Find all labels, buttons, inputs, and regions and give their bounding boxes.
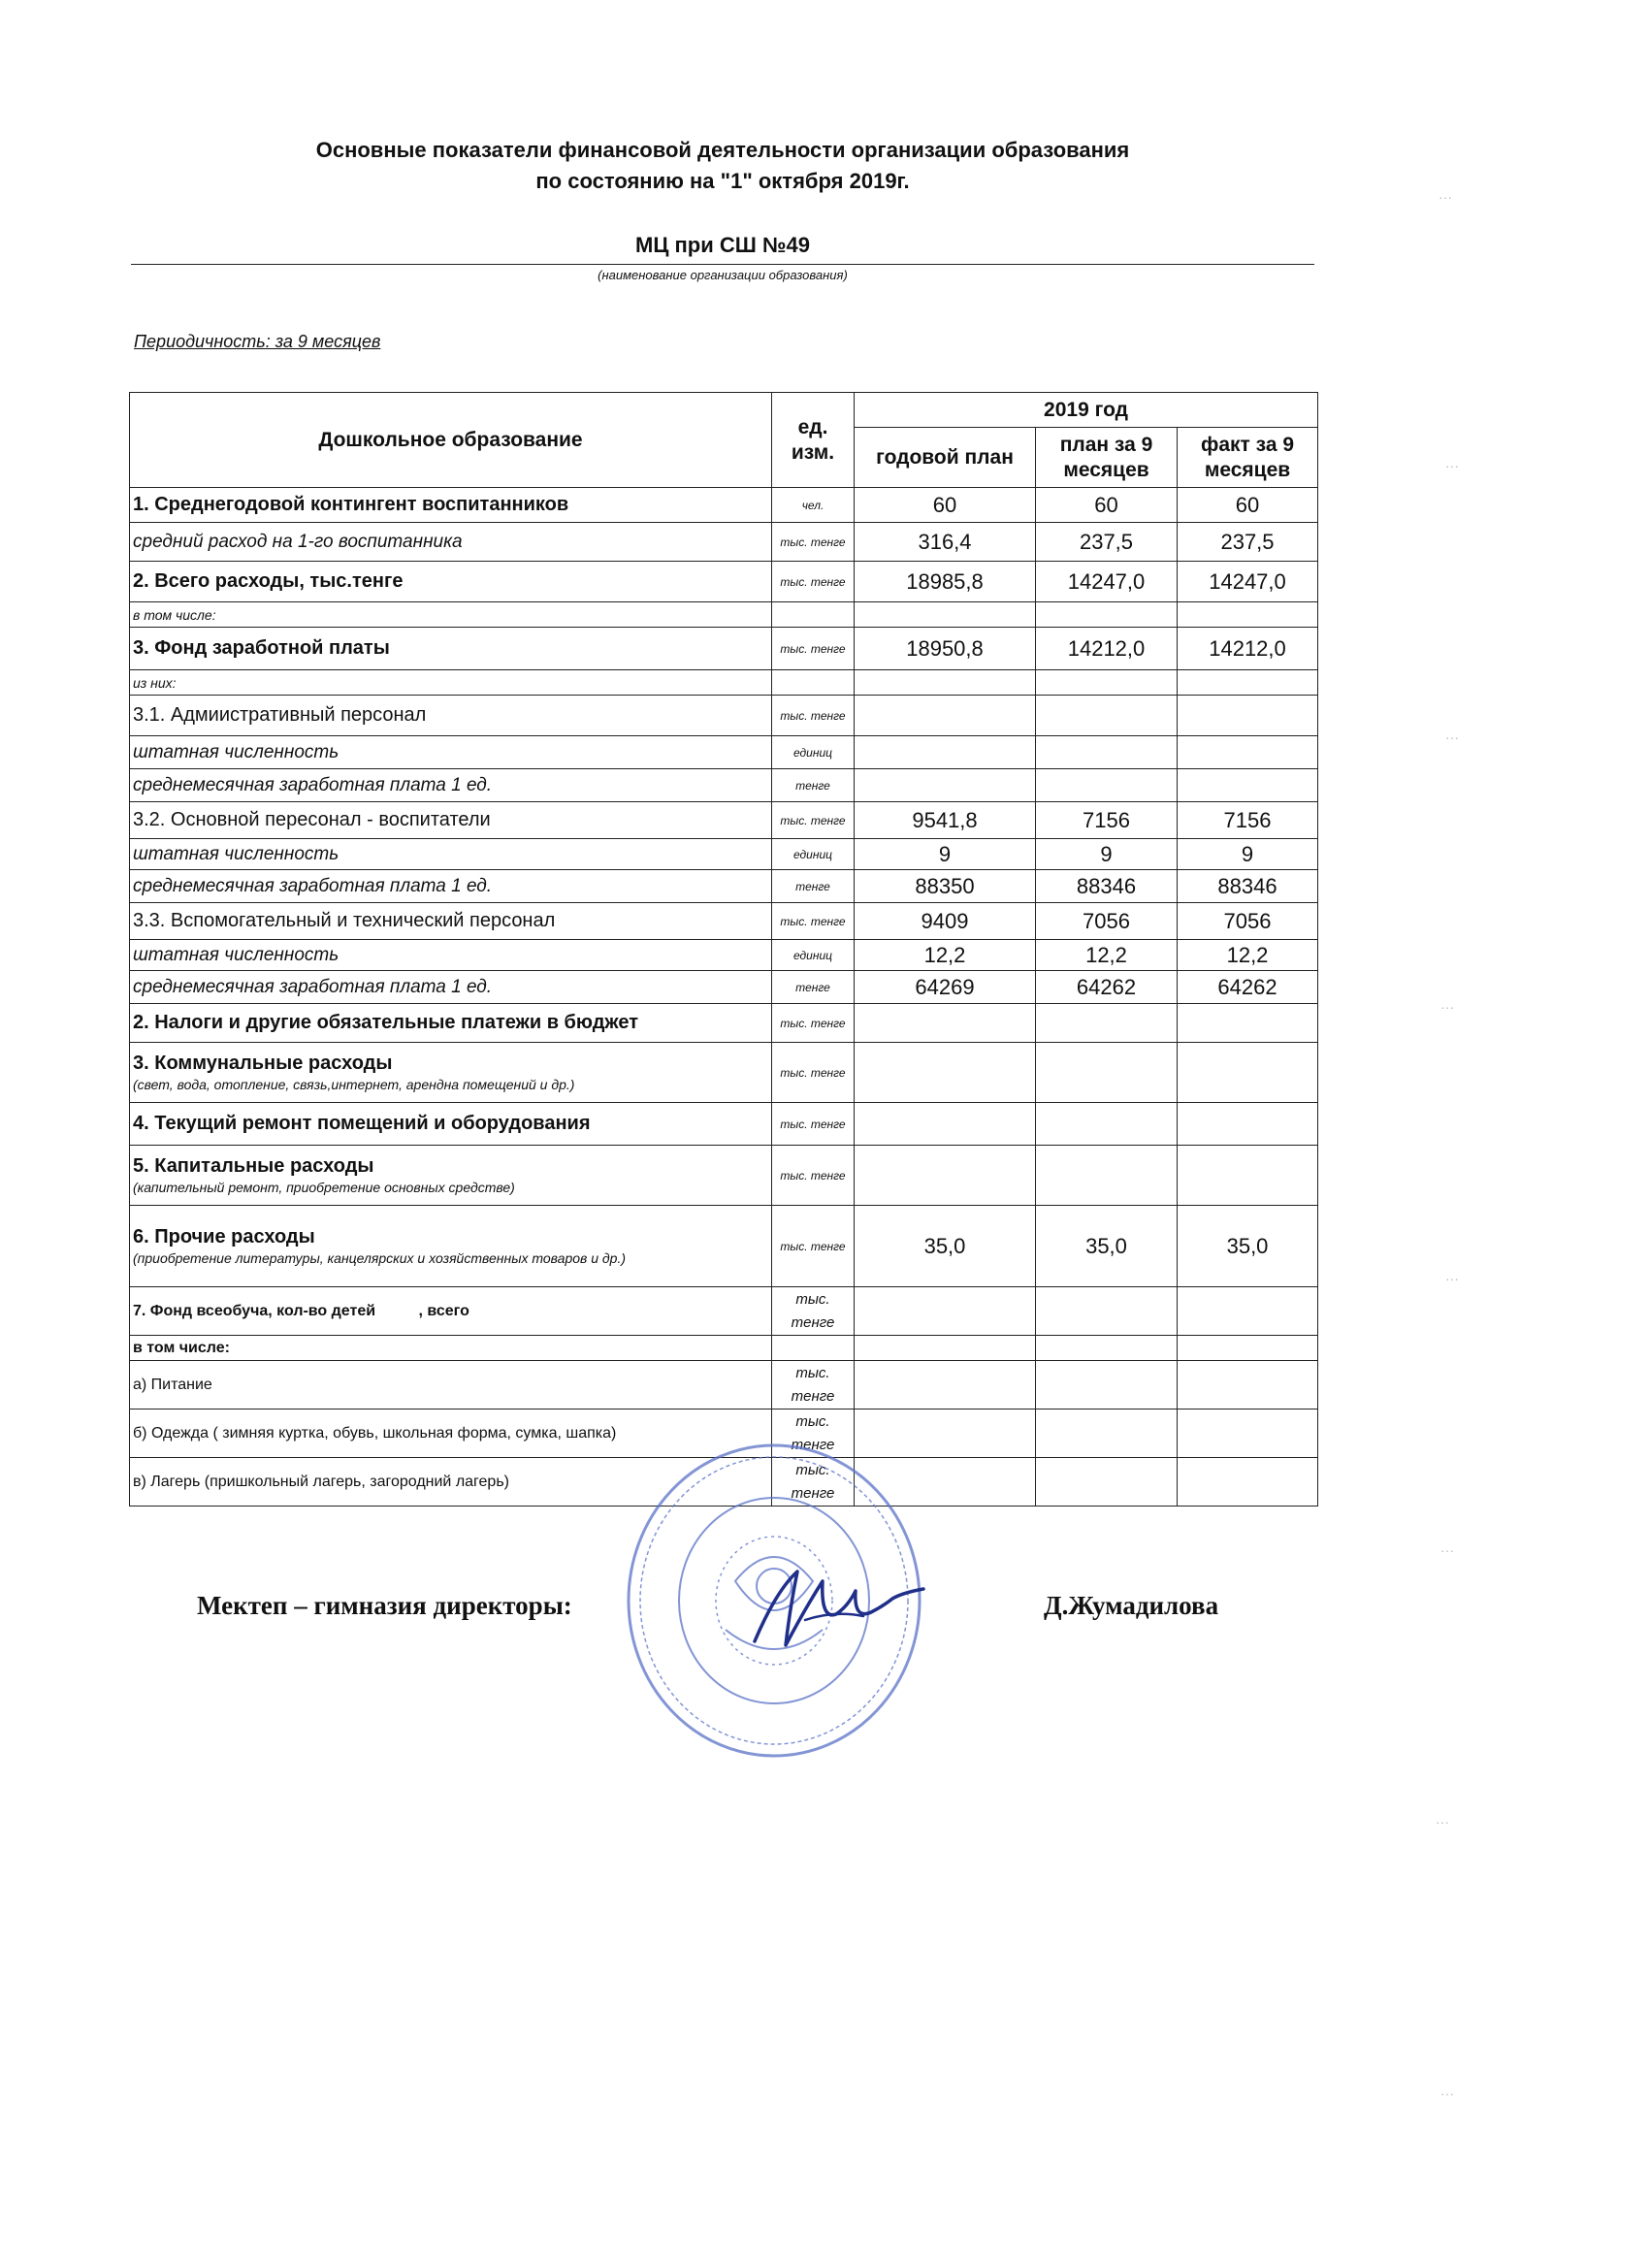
row-unit: тыс. тенге bbox=[772, 1361, 855, 1409]
scan-speck: ··· bbox=[1445, 729, 1459, 745]
row-label: в том числе: bbox=[130, 602, 772, 628]
cell-plan9 bbox=[1036, 1409, 1178, 1458]
cell-fact9 bbox=[1178, 1043, 1318, 1103]
table-row bbox=[130, 1146, 1318, 1206]
cell-plan: 9541,8 bbox=[855, 802, 1036, 839]
cell-fact9: 237,5 bbox=[1178, 523, 1318, 562]
cell-fact9 bbox=[1178, 1146, 1318, 1206]
table-row bbox=[130, 940, 1318, 971]
table-row bbox=[130, 1004, 1318, 1043]
row-label: б) Одежда ( зимняя куртка, обувь, школьная форма, сумка, шапка) bbox=[130, 1409, 772, 1458]
scan-speck: ··· bbox=[1439, 189, 1452, 205]
cell-plan9: 9 bbox=[1036, 839, 1178, 870]
cell-plan9 bbox=[1036, 696, 1178, 736]
cell-fact9: 60 bbox=[1178, 488, 1318, 523]
row-label: 3.2. Основной пересонал - воспитатели bbox=[130, 802, 772, 839]
cell-plan: 316,4 bbox=[855, 523, 1036, 562]
organization-underline bbox=[131, 264, 1314, 265]
row-unit: тыс. тенге bbox=[772, 1206, 855, 1287]
cell-plan bbox=[855, 769, 1036, 802]
table-row bbox=[130, 670, 1318, 696]
cell-fact9 bbox=[1178, 696, 1318, 736]
table-row bbox=[130, 628, 1318, 670]
cell-fact9 bbox=[1178, 1004, 1318, 1043]
cell-fact9: 7056 bbox=[1178, 903, 1318, 940]
row-label: в том числе: bbox=[130, 1336, 772, 1361]
table-row bbox=[130, 1103, 1318, 1146]
cell-fact9 bbox=[1178, 1103, 1318, 1146]
signature-icon bbox=[747, 1552, 931, 1659]
table-row bbox=[130, 523, 1318, 562]
cell-plan9: 35,0 bbox=[1036, 1206, 1178, 1287]
row-label: 4. Текущий ремонт помещений и оборудования bbox=[130, 1103, 772, 1146]
table-row bbox=[130, 1336, 1318, 1361]
row-unit: тыс. тенге bbox=[772, 802, 855, 839]
cell-plan bbox=[855, 736, 1036, 769]
row-label-cell bbox=[130, 1206, 772, 1287]
cell-plan bbox=[855, 1103, 1036, 1146]
row-unit: тыс. тенге bbox=[772, 1409, 855, 1458]
cell-plan9: 14212,0 bbox=[1036, 628, 1178, 670]
table-row bbox=[130, 839, 1318, 870]
row-label-cell bbox=[130, 1146, 772, 1206]
cell-fact9 bbox=[1178, 769, 1318, 802]
table-row bbox=[130, 736, 1318, 769]
cell-fact9 bbox=[1178, 1361, 1318, 1409]
row-label: 1. Среднегодовой контингент воспитанников bbox=[130, 488, 772, 523]
row-unit: тыс. тенге bbox=[772, 1287, 855, 1336]
scan-speck: ··· bbox=[1445, 1271, 1459, 1286]
cell-fact9: 64262 bbox=[1178, 971, 1318, 1004]
row-label: 5. Капитальные расходы bbox=[133, 1155, 374, 1177]
cell-plan: 18985,8 bbox=[855, 562, 1036, 602]
cell-plan9: 12,2 bbox=[1036, 940, 1178, 971]
cell-plan9 bbox=[1036, 1043, 1178, 1103]
cell-plan9 bbox=[1036, 1103, 1178, 1146]
scan-speck: ··· bbox=[1440, 2086, 1454, 2101]
cell-fact9 bbox=[1178, 736, 1318, 769]
header-year: 2019 год bbox=[855, 393, 1318, 428]
row-unit: единиц bbox=[772, 839, 855, 870]
row-sublabel: (свет, вода, отопление, связь,интернет, арендна помещений и др.) bbox=[133, 1077, 575, 1092]
cell-plan9: 14247,0 bbox=[1036, 562, 1178, 602]
cell-plan9: 237,5 bbox=[1036, 523, 1178, 562]
cell-plan bbox=[855, 1043, 1036, 1103]
row-unit: тенге bbox=[772, 769, 855, 802]
row-label: 3. Фонд заработной платы bbox=[130, 628, 772, 670]
cell-plan bbox=[855, 1146, 1036, 1206]
row-label: из них: bbox=[130, 670, 772, 696]
cell-plan: 60 bbox=[855, 488, 1036, 523]
table-row bbox=[130, 1043, 1318, 1103]
cell-plan bbox=[855, 1004, 1036, 1043]
row-label: среднемесячная заработная плата 1 ед. bbox=[130, 971, 772, 1004]
table-row bbox=[130, 1206, 1318, 1287]
scan-speck: ··· bbox=[1440, 999, 1454, 1015]
row-unit: тыс. тенге bbox=[772, 1458, 855, 1507]
cell-plan9 bbox=[1036, 736, 1178, 769]
cell-plan9 bbox=[1036, 1458, 1178, 1507]
row-sublabel: (капительный ремонт, приобретение основных средстве) bbox=[133, 1180, 515, 1195]
row-unit: тыс. тенге bbox=[772, 523, 855, 562]
row-label: 3.1. Адмиистративный персонал bbox=[130, 696, 772, 736]
director-label: Мектеп – гимназия директоры: bbox=[197, 1591, 572, 1620]
cell-fact9: 14212,0 bbox=[1178, 628, 1318, 670]
row-label-cell bbox=[130, 1043, 772, 1103]
cell-plan9 bbox=[1036, 1146, 1178, 1206]
cell-fact9: 9 bbox=[1178, 839, 1318, 870]
cell-plan9: 60 bbox=[1036, 488, 1178, 523]
table-row bbox=[130, 488, 1318, 523]
header-education: Дошкольное образование bbox=[130, 393, 772, 488]
cell-plan9: 7056 bbox=[1036, 903, 1178, 940]
header-unit: ед. изм. bbox=[772, 393, 855, 488]
row-unit: тыс. тенге bbox=[772, 1043, 855, 1103]
cell-plan: 9409 bbox=[855, 903, 1036, 940]
row-unit: тенге bbox=[772, 971, 855, 1004]
cell-fact9: 12,2 bbox=[1178, 940, 1318, 971]
table-row bbox=[130, 1287, 1318, 1336]
table-row bbox=[130, 769, 1318, 802]
cell-plan9 bbox=[1036, 1361, 1178, 1409]
row-sublabel: (приобретение литературы, канцелярских и хозяйственных товаров и др.) bbox=[133, 1250, 626, 1266]
row-unit: тыс. тенге bbox=[772, 562, 855, 602]
table-row bbox=[130, 971, 1318, 1004]
scan-speck: ··· bbox=[1440, 1542, 1454, 1558]
cell-plan bbox=[855, 1287, 1036, 1336]
row-label: 3.3. Вспомогательный и технический персонал bbox=[130, 903, 772, 940]
financial-table bbox=[129, 392, 1318, 1507]
row-label: среднемесячная заработная плата 1 ед. bbox=[130, 769, 772, 802]
table-row bbox=[130, 696, 1318, 736]
cell-plan9: 64262 bbox=[1036, 971, 1178, 1004]
row-label: штатная численность bbox=[130, 940, 772, 971]
cell-plan: 35,0 bbox=[855, 1206, 1036, 1287]
table-row bbox=[130, 1361, 1318, 1409]
cell-plan: 88350 bbox=[855, 870, 1036, 903]
row-label: в) Лагерь (пришкольный лагерь, загородний лагерь) bbox=[130, 1458, 772, 1507]
table-row bbox=[130, 562, 1318, 602]
row-label: 7. Фонд всеобуча, кол-во детей , всего bbox=[130, 1287, 772, 1336]
cell-fact9 bbox=[1178, 1287, 1318, 1336]
row-unit: единиц bbox=[772, 940, 855, 971]
row-unit: тыс. тенге bbox=[772, 903, 855, 940]
row-label: штатная численность bbox=[130, 736, 772, 769]
table-row bbox=[130, 802, 1318, 839]
header-annual-plan: годовой план bbox=[855, 428, 1036, 488]
row-unit: единиц bbox=[772, 736, 855, 769]
cell-plan: 12,2 bbox=[855, 940, 1036, 971]
cell-fact9: 14247,0 bbox=[1178, 562, 1318, 602]
periodicity: Периодичность: за 9 месяцев bbox=[134, 332, 381, 351]
cell-fact9: 35,0 bbox=[1178, 1206, 1318, 1287]
row-label: а) Питание bbox=[130, 1361, 772, 1409]
row-unit: тыс. тенге bbox=[772, 1004, 855, 1043]
row-unit: тыс. тенге bbox=[772, 1146, 855, 1206]
header-fact-9-months: факт за 9 месяцев bbox=[1178, 428, 1318, 488]
cell-plan9: 7156 bbox=[1036, 802, 1178, 839]
row-unit: тыс. тенге bbox=[772, 696, 855, 736]
organization-name: МЦ при СШ №49 bbox=[635, 233, 810, 257]
cell-plan9 bbox=[1036, 1287, 1178, 1336]
row-label: 2. Всего расходы, тыс.тенге bbox=[130, 562, 772, 602]
cell-plan: 64269 bbox=[855, 971, 1036, 1004]
row-label: штатная численность bbox=[130, 839, 772, 870]
row-unit: тыс. тенге bbox=[772, 1103, 855, 1146]
row-label: 3. Коммунальные расходы bbox=[133, 1053, 393, 1074]
row-label: среднемесячная заработная плата 1 ед. bbox=[130, 870, 772, 903]
cell-plan9 bbox=[1036, 769, 1178, 802]
table-row bbox=[130, 903, 1318, 940]
organization-hint: (наименование организации образования) bbox=[598, 268, 848, 282]
row-label: 6. Прочие расходы bbox=[133, 1226, 315, 1247]
document-title-line2: по состоянию на "1" октября 2019г. bbox=[535, 169, 910, 193]
director-name: Д.Жумадилова bbox=[1044, 1591, 1219, 1620]
cell-plan: 18950,8 bbox=[855, 628, 1036, 670]
cell-plan bbox=[855, 696, 1036, 736]
cell-fact9 bbox=[1178, 1458, 1318, 1507]
row-unit: чел. bbox=[772, 488, 855, 523]
scan-speck: ··· bbox=[1436, 1814, 1449, 1830]
cell-plan9: 88346 bbox=[1036, 870, 1178, 903]
cell-fact9: 7156 bbox=[1178, 802, 1318, 839]
cell-plan9 bbox=[1036, 1004, 1178, 1043]
row-unit: тенге bbox=[772, 870, 855, 903]
cell-fact9: 88346 bbox=[1178, 870, 1318, 903]
cell-fact9 bbox=[1178, 1409, 1318, 1458]
header-plan-9-months: план за 9 месяцев bbox=[1036, 428, 1178, 488]
cell-plan: 9 bbox=[855, 839, 1036, 870]
scan-speck: ··· bbox=[1445, 458, 1459, 473]
table-row bbox=[130, 870, 1318, 903]
cell-plan bbox=[855, 1361, 1036, 1409]
document-title-line1: Основные показатели финансовой деятельности организации образования bbox=[315, 138, 1130, 162]
row-unit: тыс. тенге bbox=[772, 628, 855, 670]
row-label: 2. Налоги и другие обязательные платежи в бюджет bbox=[130, 1004, 772, 1043]
table-row bbox=[130, 602, 1318, 628]
row-label: средний расход на 1-го воспитанника bbox=[130, 523, 772, 562]
